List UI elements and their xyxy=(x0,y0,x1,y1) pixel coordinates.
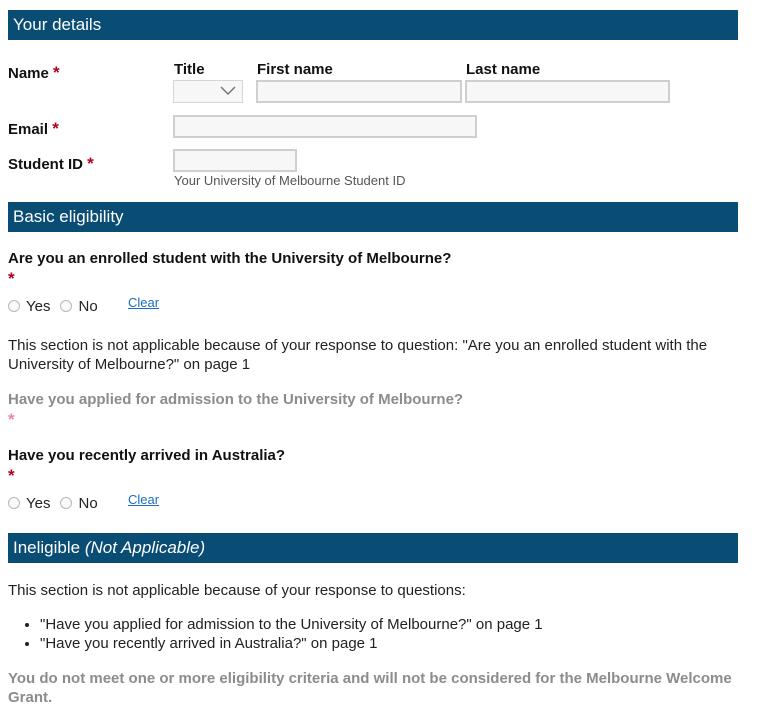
last-name-column-label: Last name xyxy=(466,61,541,78)
student-id-input[interactable] xyxy=(173,149,297,172)
your-details-title: Your details xyxy=(13,15,102,34)
enrolled-no-radio[interactable] xyxy=(60,300,72,312)
name-required-mark: * xyxy=(53,63,60,82)
question-enrolled-required-mark: * xyxy=(8,269,15,288)
ineligible-not-applicable-tag: (Not Applicable) xyxy=(84,538,206,557)
student-id-label xyxy=(8,154,94,174)
title-select[interactable] xyxy=(173,80,243,103)
question-recently-arrived: Have you recently arrived in Australia? xyxy=(8,447,286,464)
student-id-hint: Your University of Melbourne Student ID xyxy=(174,173,406,188)
enrolled-no-label[interactable]: No xyxy=(78,297,98,315)
email-input[interactable] xyxy=(173,115,477,138)
question-applied-admission: Have you applied for admission to the University of Melbourne? xyxy=(8,391,464,408)
list-item: • "Have you applied for admission to the University of Melbourne?" on page 1 xyxy=(40,615,748,634)
first-name-input[interactable] xyxy=(256,80,462,103)
ineligible-header xyxy=(8,533,738,563)
student-id-required-mark: * xyxy=(87,154,94,173)
email-required-mark: * xyxy=(52,119,59,138)
student-id-label-text: Student ID xyxy=(8,156,83,173)
question-enrolled-student: Are you an enrolled student with the University of Melbourne? xyxy=(8,250,452,267)
email-label xyxy=(8,119,59,139)
title-column-label: Title xyxy=(174,61,205,78)
ineligible-reasons-list xyxy=(8,615,748,653)
question-arrived-required-mark: * xyxy=(8,466,15,485)
your-details-header xyxy=(8,10,738,40)
first-name-column-label: First name xyxy=(257,61,333,78)
chevron-down-icon xyxy=(220,86,236,96)
ineligible-notice-intro: This section is not applicable because of your response to questions: xyxy=(8,582,466,599)
arrived-radio-group xyxy=(8,493,108,513)
not-applicable-notice: This section is not applicable because of your response to question: "Are you an enrolled student with the University of Melbourne?" on page 1 xyxy=(8,337,708,373)
arrived-yes-label[interactable]: Yes xyxy=(26,494,51,512)
list-item: • "Have you recently arrived in Australia?" on page 1 xyxy=(40,634,748,653)
last-name-input[interactable] xyxy=(465,80,670,103)
ineligible-title: Ineligible xyxy=(13,538,81,557)
basic-eligibility-title: Basic eligibility xyxy=(13,207,124,226)
enrolled-yes-label[interactable]: Yes xyxy=(26,297,51,315)
arrived-yes-radio[interactable] xyxy=(8,497,20,509)
name-label xyxy=(8,63,60,83)
email-label-text: Email xyxy=(8,121,49,138)
arrived-no-label[interactable]: No xyxy=(78,494,98,512)
question-applied-required-mark: * xyxy=(8,410,15,429)
enrolled-yes-radio[interactable] xyxy=(8,300,20,312)
name-label-text: Name xyxy=(8,65,49,82)
arrived-clear-link[interactable]: Clear xyxy=(128,492,160,507)
basic-eligibility-header xyxy=(8,202,738,232)
enrolled-radio-group xyxy=(8,296,108,316)
enrolled-clear-link[interactable]: Clear xyxy=(128,295,160,310)
arrived-no-radio[interactable] xyxy=(60,497,72,509)
ineligible-message: You do not meet one or more eligibility criteria and will not be considered for the Melbourne Welcome Grant. xyxy=(8,670,732,706)
